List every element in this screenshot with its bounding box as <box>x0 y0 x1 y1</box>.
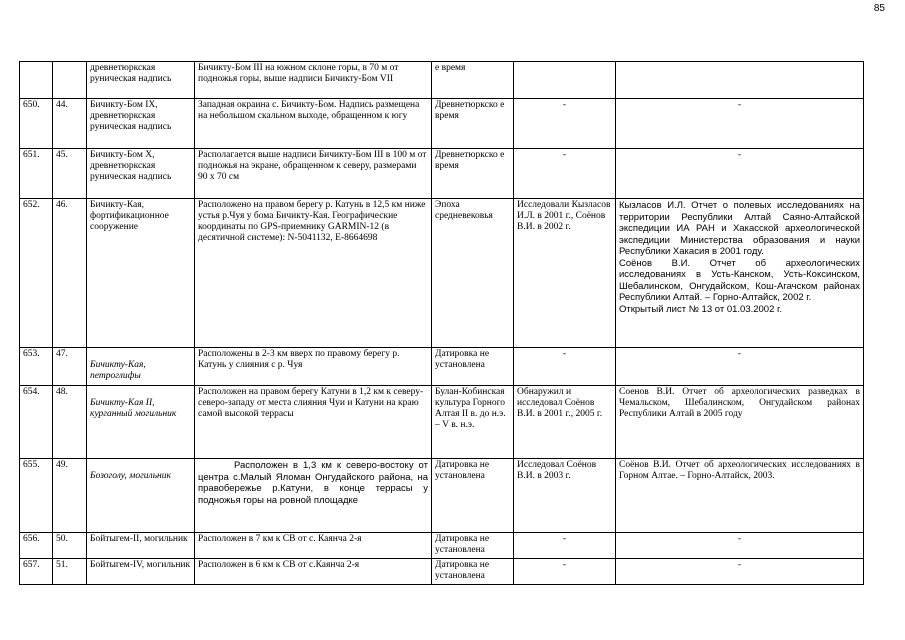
row-number <box>20 62 53 99</box>
row-number: 650. <box>20 99 53 149</box>
row-subnumber: 46. <box>53 199 87 348</box>
monument-name: Бичикту-Кая II, курганный могильник <box>87 386 195 459</box>
monument-name: Бичикту-Кая, фортификационное сооружение <box>87 199 195 348</box>
monument-name: древнетюркская руническая надпись <box>87 62 195 99</box>
monument-sources: Соенов В.И. Отчет об археологических разведках в Чемальском, Шебалинском, Онгудайском районах Республики Алтай в 2005 году <box>616 386 864 459</box>
monument-name: Бойтыгем-IV, могильник <box>87 559 195 585</box>
row-number: 651. <box>20 149 53 199</box>
monument-date: Датировка не установлена <box>432 459 514 533</box>
row-number: 656. <box>20 533 53 559</box>
monument-name: Бичикту-Кая, петроглифы <box>87 348 195 386</box>
monument-research: - <box>514 149 616 199</box>
row-subnumber: 45. <box>53 149 87 199</box>
monument-date: Датировка не установлена <box>432 348 514 386</box>
monument-location: Расположено на правом берегу р. Катунь в 12,5 км ниже устья р.Чуя у бома Бичикту-Кая. Географические координаты по GPS-приемнику GARMIN-12 (в десятичной системе): N-5041132, E-8664698 <box>195 199 432 348</box>
source-entry: Открытый лист № 13 от 01.03.2002 г. <box>619 303 782 315</box>
row-subnumber <box>53 62 87 99</box>
row-subnumber: 50. <box>53 533 87 559</box>
row-number: 654. <box>20 386 53 459</box>
page-number: 85 <box>873 3 885 14</box>
monument-research: - <box>514 533 616 559</box>
monument-location: Западная окраина с. Бичикту-Бом. Надпись размещена на небольшом скальном выходе, обращенном к югу <box>195 99 432 149</box>
monument-name: Бозоголу, могильник <box>87 459 195 533</box>
monument-research: - <box>514 348 616 386</box>
table-row <box>20 99 864 149</box>
monument-location: Расположен в 6 км к СВ от с.Каянча 2-я <box>195 559 432 585</box>
monument-sources <box>616 62 864 99</box>
monument-location: Расположен на правом берегу Катуни в 1,2 км к северу-северо-западу от места слияния Чуи и Катуни на краю самой высокой террасы <box>195 386 432 459</box>
table-row <box>20 533 864 559</box>
monument-date: Датировка не установлена <box>432 533 514 559</box>
row-number: 655. <box>20 459 53 533</box>
table-row <box>20 348 864 386</box>
monument-sources: - <box>616 348 864 386</box>
monument-name: Бичикту-Бом IX, древнетюркская руническая надпись <box>87 99 195 149</box>
monument-date: Древнетюркско е время <box>432 149 514 199</box>
source-entry: Кызласов И.Л. Отчет о полевых исследованиях на территории Республики Алтай Саяно-Алтайской экспедиции ИА РАН и Хакасской археологической экспедиции Министерства образования и науки Республики Хакасия в 2001 году. <box>619 200 860 257</box>
monument-sources: - <box>616 559 864 585</box>
monument-location: Располагается выше надписи Бичикту-Бом III в 100 м от подножья на экране, обращенном к северу, размерами 90 х 70 см <box>195 149 432 199</box>
row-number: 652. <box>20 199 53 348</box>
monument-research: Обнаружил и исследовал Соёнов В.И. в 2001 г., 2005 г. <box>514 386 616 459</box>
monument-research: Исследовали Кызласов И.Л. в 2001 г., Сoёнов В.И. в 2002 г. <box>514 199 616 348</box>
monument-name: Бичикту-Бом X, древнетюркская руническая надпись <box>87 149 195 199</box>
monument-research <box>514 62 616 99</box>
row-subnumber: 47. <box>53 348 87 386</box>
row-subnumber: 48. <box>53 386 87 459</box>
monument-name: Бойтыгем-II, могильник <box>87 533 195 559</box>
monuments-table <box>19 61 864 585</box>
table-row <box>20 386 864 459</box>
monument-sources: - <box>616 99 864 149</box>
monument-date: е время <box>432 62 514 99</box>
source-entry: Соёнов В.И. Отчет об археологических исследованиях в Усть-Канском, Усть-Коксинском, Шебалинском, Онгудайском, Кош-Агачском районах Республики Алтай. – Горно-Алтайск, 2002 г. <box>619 257 860 303</box>
table-row <box>20 149 864 199</box>
row-subnumber: 51. <box>53 559 87 585</box>
table-row <box>20 559 864 585</box>
table-row <box>20 199 864 348</box>
monument-date: Эпоха средневековья <box>432 199 514 348</box>
row-number: 657. <box>20 559 53 585</box>
row-subnumber: 49. <box>53 459 87 533</box>
monument-date: Датировка не установлена <box>432 559 514 585</box>
monument-date: Булан-Кобинская культура Горного Алтая II в. до н.э. – V в. н.э. <box>432 386 514 459</box>
row-number: 653. <box>20 348 53 386</box>
monument-sources: Соёнов В.И. Отчет об археологических исследованиях в Горном Алтае. – Горно-Алтайск, 2003. <box>616 459 864 533</box>
monument-location: Бичикту-Бом III на южном склоне горы, в 70 м от подножья горы, выше надписи Бичикту-Бом VII <box>195 62 432 99</box>
monument-location: Расположен в 1,3 км к северо-востоку от центра с.Малый Яломан Онгудайского района, на правобережье р.Катуни, в конце террасы у подножья горы на ровной площадке <box>195 459 432 533</box>
monument-research: - <box>514 99 616 149</box>
monument-location: Расположены в 2-3 км вверх по правому берегу р. Катунь у слияния с р. Чуя <box>195 348 432 386</box>
monument-research: Исследовал Соёнов В.И. в 2003 г. <box>514 459 616 533</box>
monument-sources <box>616 199 864 348</box>
monument-location: Расположен в 7 км к СВ от с. Каянча 2-я <box>195 533 432 559</box>
row-subnumber: 44. <box>53 99 87 149</box>
monument-sources: - <box>616 533 864 559</box>
table-row <box>20 459 864 533</box>
monument-research: - <box>514 559 616 585</box>
table-row <box>20 62 864 99</box>
monument-sources: - <box>616 149 864 199</box>
monument-date: Древнетюркско е время <box>432 99 514 149</box>
